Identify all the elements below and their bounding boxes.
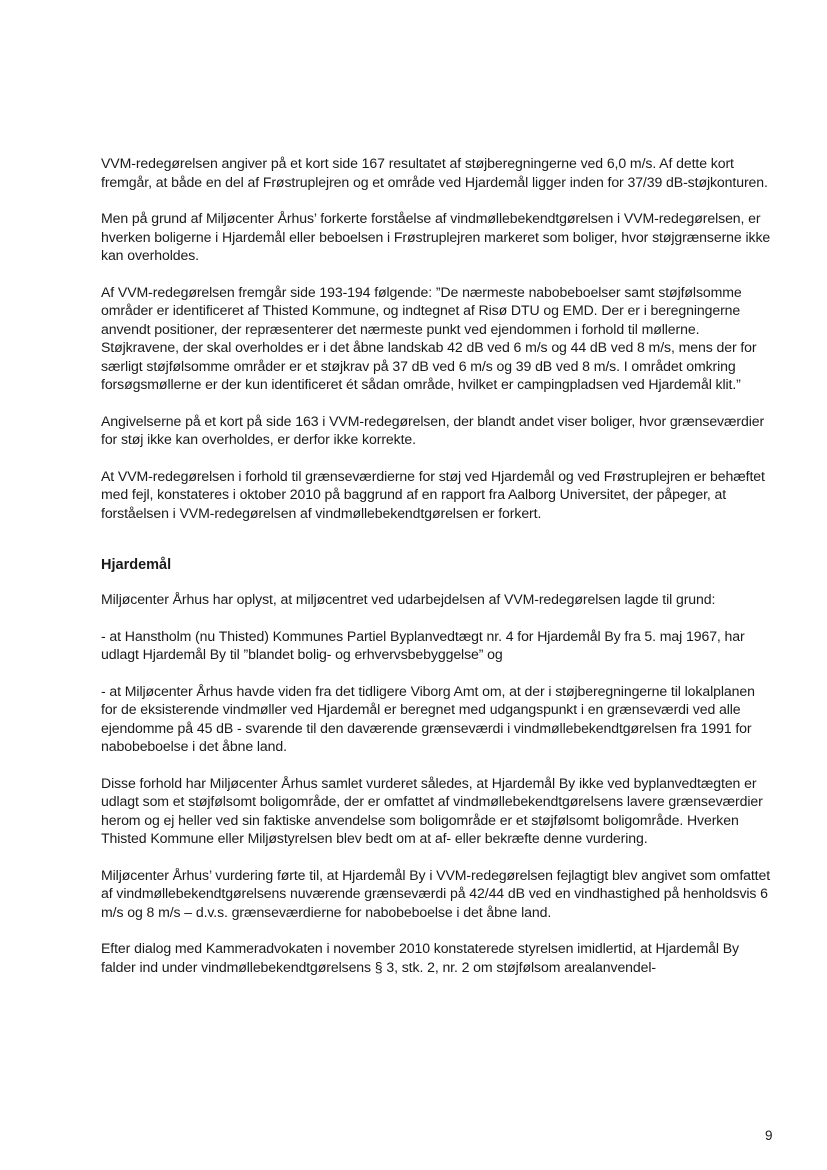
paragraph-7: - at Hanstholm (nu Thisted) Kommunes Partiel Byplanvedtægt nr. 4 for Hjardemål By fra 5. maj 1967, har udlagt Hjardemål By til ”blandet bolig- og erhvervsbebyggelse” og: [101, 627, 745, 662]
paragraph-11: Efter dialog med Kammeradvokaten i november 2010 konstaterede styrelsen imidlertid, at Hjardemål By falder ind under vindmøllebekendtgørelsens § 3, stk. 2, nr. 2 om støjfølsom arealanvendel-: [101, 940, 739, 975]
paragraph-1: VVM-redegørelsen angiver på et kort side 167 resultatet af støjberegningerne ved 6,0 m/s. Af dette kort fremgår, at både en del af Frøstruplejren og et område ved Hjardemål ligger inden for 37/39 dB-støjkonturen.: [101, 155, 768, 190]
paragraph-8: - at Miljøcenter Århus havde viden fra det tidligere Viborg Amt om, at der i støjberegningerne til lokalplanen for de eksisterende vindmøller ved Hjardemål er beregnet med udgangspunkt i en grænseværdi ved alle ejendomme på 45 dB - svarende til den daværende grænseværdi i vindmøllebekendtgørelsen fra 1991 for nabobeboelse i det åbne land.: [101, 682, 755, 754]
paragraph-5: At VVM-redegørelsen i forhold til grænseværdierne for støj ved Hjardemål og ved Frøstruplejren er behæftet med fejl, konstateres i oktober 2010 på baggrund af en rapport fra Aalborg Universitet, der påpeger, at forståelsen i VVM-redegørelsen af vindmøllebekendtgørelsen er forkert.: [101, 467, 765, 521]
paragraph-3: Af VVM-redegørelsen fremgår side 193-194 følgende: ”De nærmeste nabobeboelser samt støjfølsomme områder er identificeret af Thisted Kommune, og indtegnet af Risø DTU og EMD. Der er i beregningerne anvendt positioner, der repræsenterer det nærmeste punkt ved ejendommen i forhold til møllerne. Støjkravene, der skal overholdes er i det åbne landskab 42 dB ved 6 m/s og 44 dB ved 8 m/s, mens der for særligt støjfølsomme områder er et støjkrav på 37 dB ved 6 m/s og 39 dB ved 8 m/s. I området omkring forsøgsmøllerne er der kun identificeret ét sådan område, hvilket er campingpladsen ved Hjardemål klit.”: [101, 283, 757, 392]
paragraph-2: Men på grund af Miljøcenter Århus’ forkerte forståelse af vindmøllebekendtgørelsen i VVM-redegørelsen, er hverken boligerne i Hjardemål eller beboelsen i Frøstruplejren markeret som boliger, hvor støjgrænserne ikke kan overholdes.: [101, 210, 771, 263]
paragraph-9: Disse forhold har Miljøcenter Århus samlet vurderet således, at Hjardemål By ikke ved byplanvedtægten er udlagt som et støjfølsomt boligområde, der er omfattet af vindmøllebekendtgørelsens lavere grænseværdier herom og ej heller ved sin faktiske anvendelse som boligområde er et støjfølsomt boligområde. Hverken Thisted Kommune eller Miljøstyrelsen blev bedt om at af- eller bekræfte denne vurdering.: [101, 774, 763, 846]
paragraph-6: Miljøcenter Århus har oplyst, at miljøcentret ved udarbejdelsen af VVM-redegørelsen lagde til grund:: [101, 591, 716, 607]
page-number: 9: [765, 1128, 773, 1143]
page-body: [101, 154, 773, 994]
paragraph-4: Angivelserne på et kort på side 163 i VVM-redegørelsen, der blandt andet viser boliger, hvor grænseværdier for støj ikke kan overholdes, er derfor ikke korrekte.: [101, 412, 765, 447]
paragraph-10: Miljøcenter Århus’ vurdering førte til, at Hjardemål By i VVM-redegørelsen fejlagtigt blev angivet som omfattet af vindmøllebekendtgørelsens nuværende grænseværdi på 42/44 dB ved en vindhastighed på henholdsvis 6 m/s og 8 m/s – d.v.s. grænseværdierne for nabobeboelse i det åbne land.: [101, 866, 771, 920]
section-heading-hjardemal: Hjardemål: [101, 557, 172, 573]
